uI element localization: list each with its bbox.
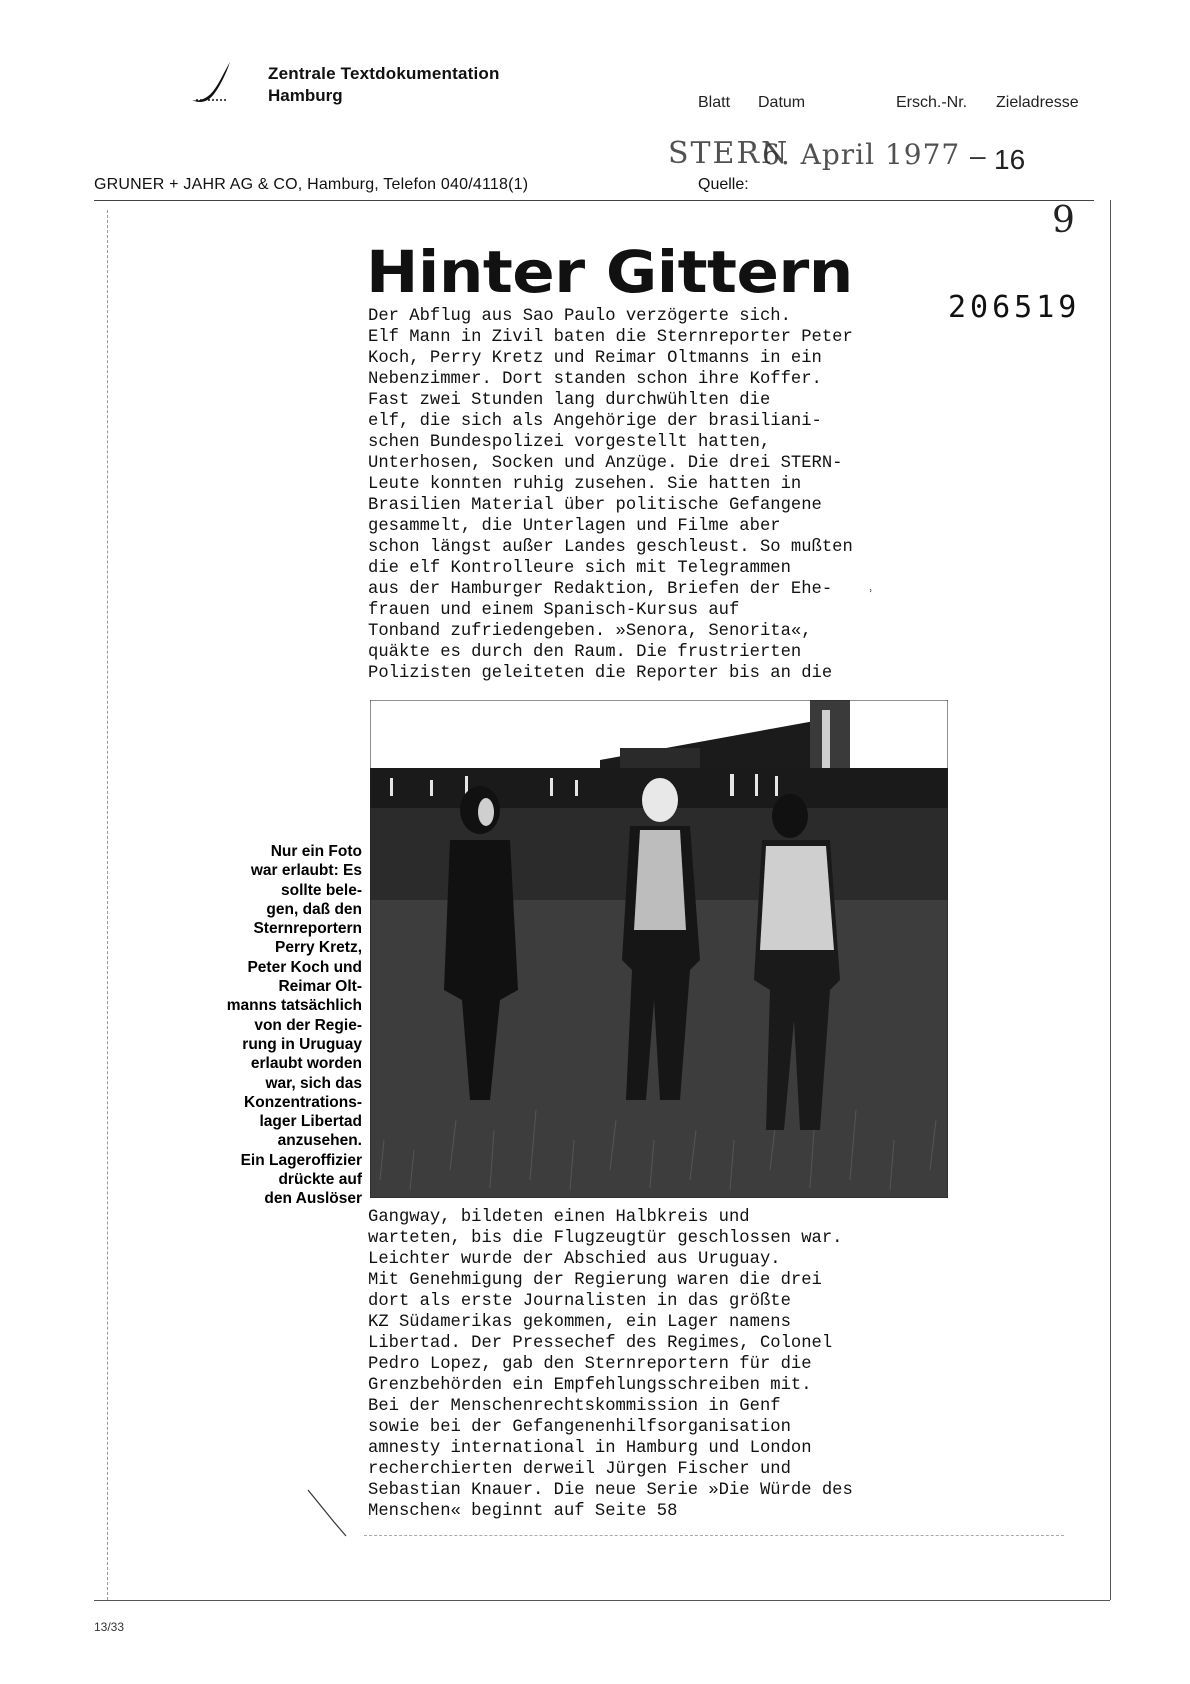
- article-body-top: Der Abflug aus Sao Paulo verzögerte sich. Elf Mann in Zivil baten die Sternreporter Peter Koch, Perry Kretz und Reimar Oltmanns in ein Nebenzimmer. Dort standen schon ihre Koffer. Fast zwei Stunden lang durchwühlten die elf, die sich als Angehörige der brasiliani- schen Bundespolizei vorgestellt hatten, Unterhosen, Socken und Anzüge. Die drei STERN- Leute konnten ruhig zusehen. Sie hatten in Brasilien Material über politische Gefangene gesammelt, die Unterlagen und Filme aber schon längst außer Landes geschleust. So mußten die elf Kontrolleure sich mit Telegrammen aus der Hamburger Redaktion, Briefen der Ehe- frauen und einem Spanisch-Kursus auf Tonband zufriedengeben. »Senora, Senorita«, quäkte es durch den Raum. Die frustrierten Polizisten geleiteten die Reporter bis an die: [368, 307, 853, 683]
- handwritten-page-number: 9: [1052, 200, 1075, 241]
- stamp-date: 6. April 1977: [762, 138, 961, 171]
- stamp-source: STERN: [668, 136, 790, 171]
- footer-page-ref: 13/33: [94, 1620, 125, 1634]
- quelle-label: Quelle:: [698, 176, 749, 193]
- publisher-line: GRUNER + JAHR AG & CO, Hamburg, Telefon 040/4118(1): [94, 176, 529, 193]
- publisher-logo-icon: [186, 60, 246, 106]
- stamp-issue-number: 16: [994, 144, 1026, 175]
- stamp-separator: –: [970, 140, 986, 171]
- frame-right-border: [1110, 200, 1111, 1600]
- article-photo: [370, 700, 948, 1198]
- zieladresse-label: Zieladresse: [996, 94, 1079, 111]
- ersch-nr-label: Ersch.-Nr.: [896, 94, 968, 111]
- margin-mark: ˒: [868, 580, 874, 597]
- pencil-mark-icon: [304, 1486, 364, 1546]
- article-headline: Hinter Gittern: [366, 238, 853, 306]
- photo-caption: Nur ein Foto war erlaubt: Es sollte bele- gen, daß den Sternreportern Perry Kretz, Peter Koch und Reimar Olt- manns tatsächlich von der Regie- rung in Uruguay erlaubt worden war, sich das Konzentrations- lager Libertad anzusehen. Ein Lageroffizier drückte auf den Auslöser: [226, 843, 362, 1208]
- archive-name: Zentrale Textdokumentation: [268, 64, 500, 83]
- article-body-bottom: Gangway, bildeten einen Halbkreis und warteten, bis die Flugzeugtür geschlossen war. Leichter wurde der Abschied aus Uruguay. Mit Genehmigung der Regierung waren die drei dort als erste Journalisten in das größte KZ Südamerikas gekommen, ein Lager namens Libertad. Der Pressechef des Regimes, Colonel Pedro Lopez, gab den Sternreportern für die Grenzbehörden ein Empfehlungsschreiben mit. Bei der Menschenrechtskommission in Genf sowie bei der Gefangenenhilfsorganisation amnesty international in Hamburg und London recherchierten derweil Jürgen Fischer und Sebastian Knauer. Die neue Serie »Die Würde des Menschen« beginnt auf Seite 58: [368, 1208, 853, 1521]
- header-rule: [94, 200, 1094, 201]
- datum-label: Datum: [758, 94, 806, 111]
- blatt-label: Blatt: [698, 94, 731, 111]
- archive-city: Hamburg: [268, 86, 343, 105]
- footer-rule: [94, 1600, 1110, 1601]
- frame-left-border: [107, 210, 108, 1600]
- document-number: 206519: [948, 290, 1081, 325]
- footer-rule-dashed: [364, 1535, 1064, 1536]
